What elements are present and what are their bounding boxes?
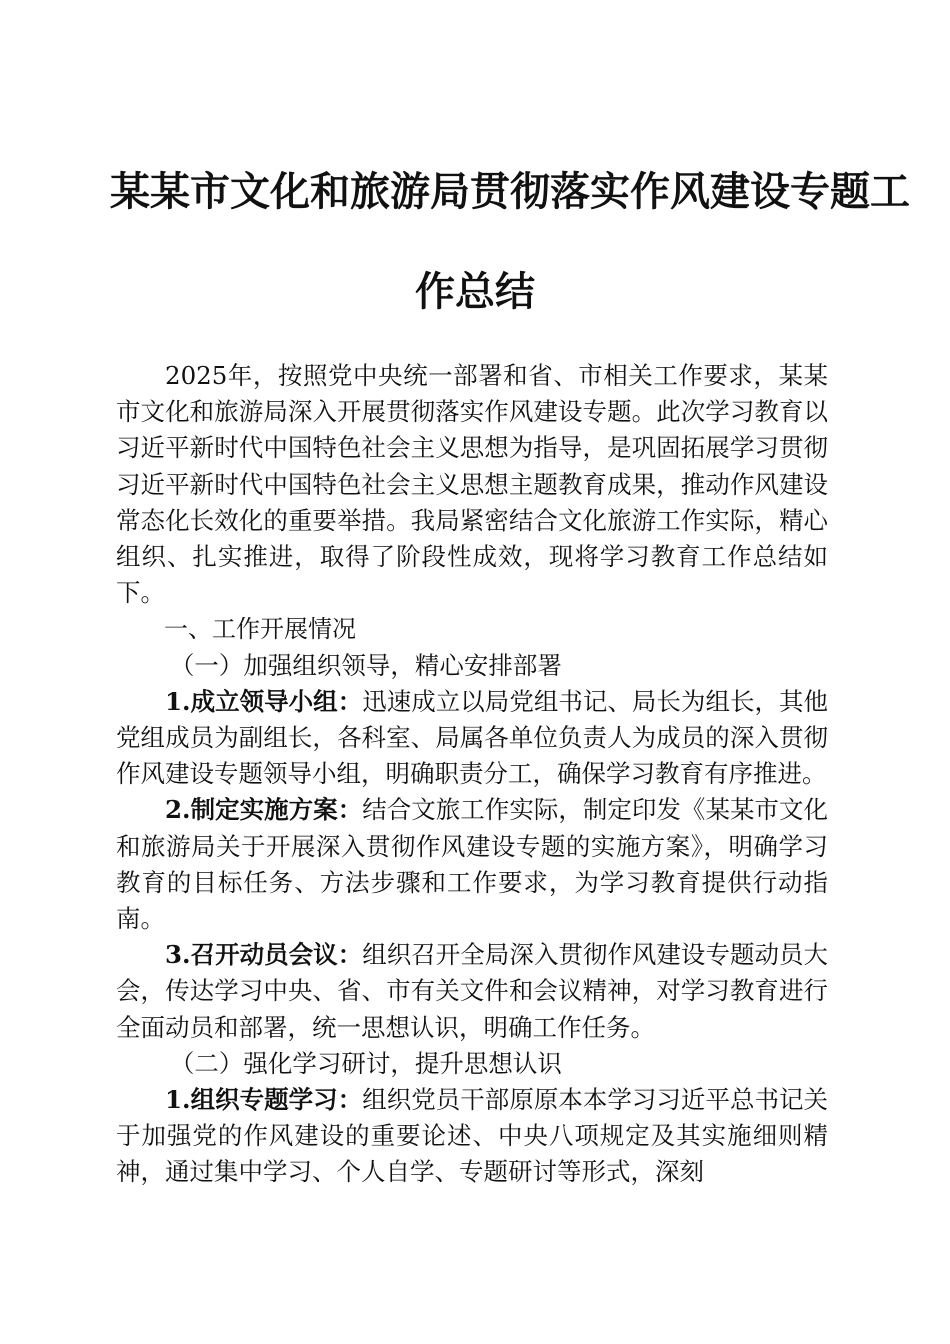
item-lead: 2.制定实施方案： bbox=[165, 795, 363, 825]
item-text: 迅速成立以局党组书记、局长为组长，其他党组成员为副组长，各科室、局属各单位负责人为成员的深入贯彻作风建设专题领导小组，明确职责分工，确保学习教育有序推进。 bbox=[116, 686, 829, 789]
list-item bbox=[116, 1082, 828, 1191]
item-text: 组织召开全局深入贯彻作风建设专题动员大会，传达学习中央、省、市有关文件和会议精神，对学习教育进行全面动员和部署，统一思想认识，明确工作任务。 bbox=[116, 940, 829, 1042]
item-lead: 1.成立领导小组： bbox=[165, 686, 363, 716]
item-text: 组织党员干部原原本本学习习近平总书记关于加强党的作风建设的重要论述、中央八项规定及其实施细则精神，通过集中学习、个人自学、专题研讨等形式，深刻 bbox=[116, 1085, 829, 1187]
intro-paragraph: 2025年，按照党中央统一部署和省、市相关工作要求，某某市文化和旅游局深入开展贯彻落实作风建设专题。此次学习教育以习近平新时代中国特色社会主义思想为指导，是巩固拓展学习贯彻习近平新时代中国特色社会主义思想主题教育成果，推动作风建设常态化长效化的重要举措。我局紧密结合文化旅游工作实际，精心组织、扎实推进，取得了阶段性成效，现将学习教育工作总结如下。 bbox=[116, 361, 828, 608]
document-title-line-1: 某某市文化和旅游局贯彻落实作风建设专题工 bbox=[110, 168, 910, 215]
document-body bbox=[116, 358, 828, 1191]
item-lead: 3.召开动员会议： bbox=[165, 940, 363, 970]
document-title-line-2: 作总结 bbox=[415, 268, 535, 315]
list-item bbox=[116, 684, 828, 793]
list-item bbox=[116, 937, 828, 1046]
subsection-heading: （一）加强组织领导，精心安排部署 bbox=[169, 650, 562, 680]
subsection-heading: （二）强化学习研讨，提升思想认识 bbox=[169, 1048, 562, 1078]
list-item bbox=[116, 792, 828, 937]
item-text: 结合文旅工作实际，制定印发《某某市文化和旅游局关于开展深入贯彻作风建设专题的实施方案》，明确学习教育的目标任务、方法步骤和工作要求，为学习教育提供行动指南。 bbox=[116, 795, 829, 934]
item-lead: 1.组织专题学习： bbox=[165, 1085, 363, 1115]
section-heading: 一、工作开展情况 bbox=[164, 615, 356, 644]
